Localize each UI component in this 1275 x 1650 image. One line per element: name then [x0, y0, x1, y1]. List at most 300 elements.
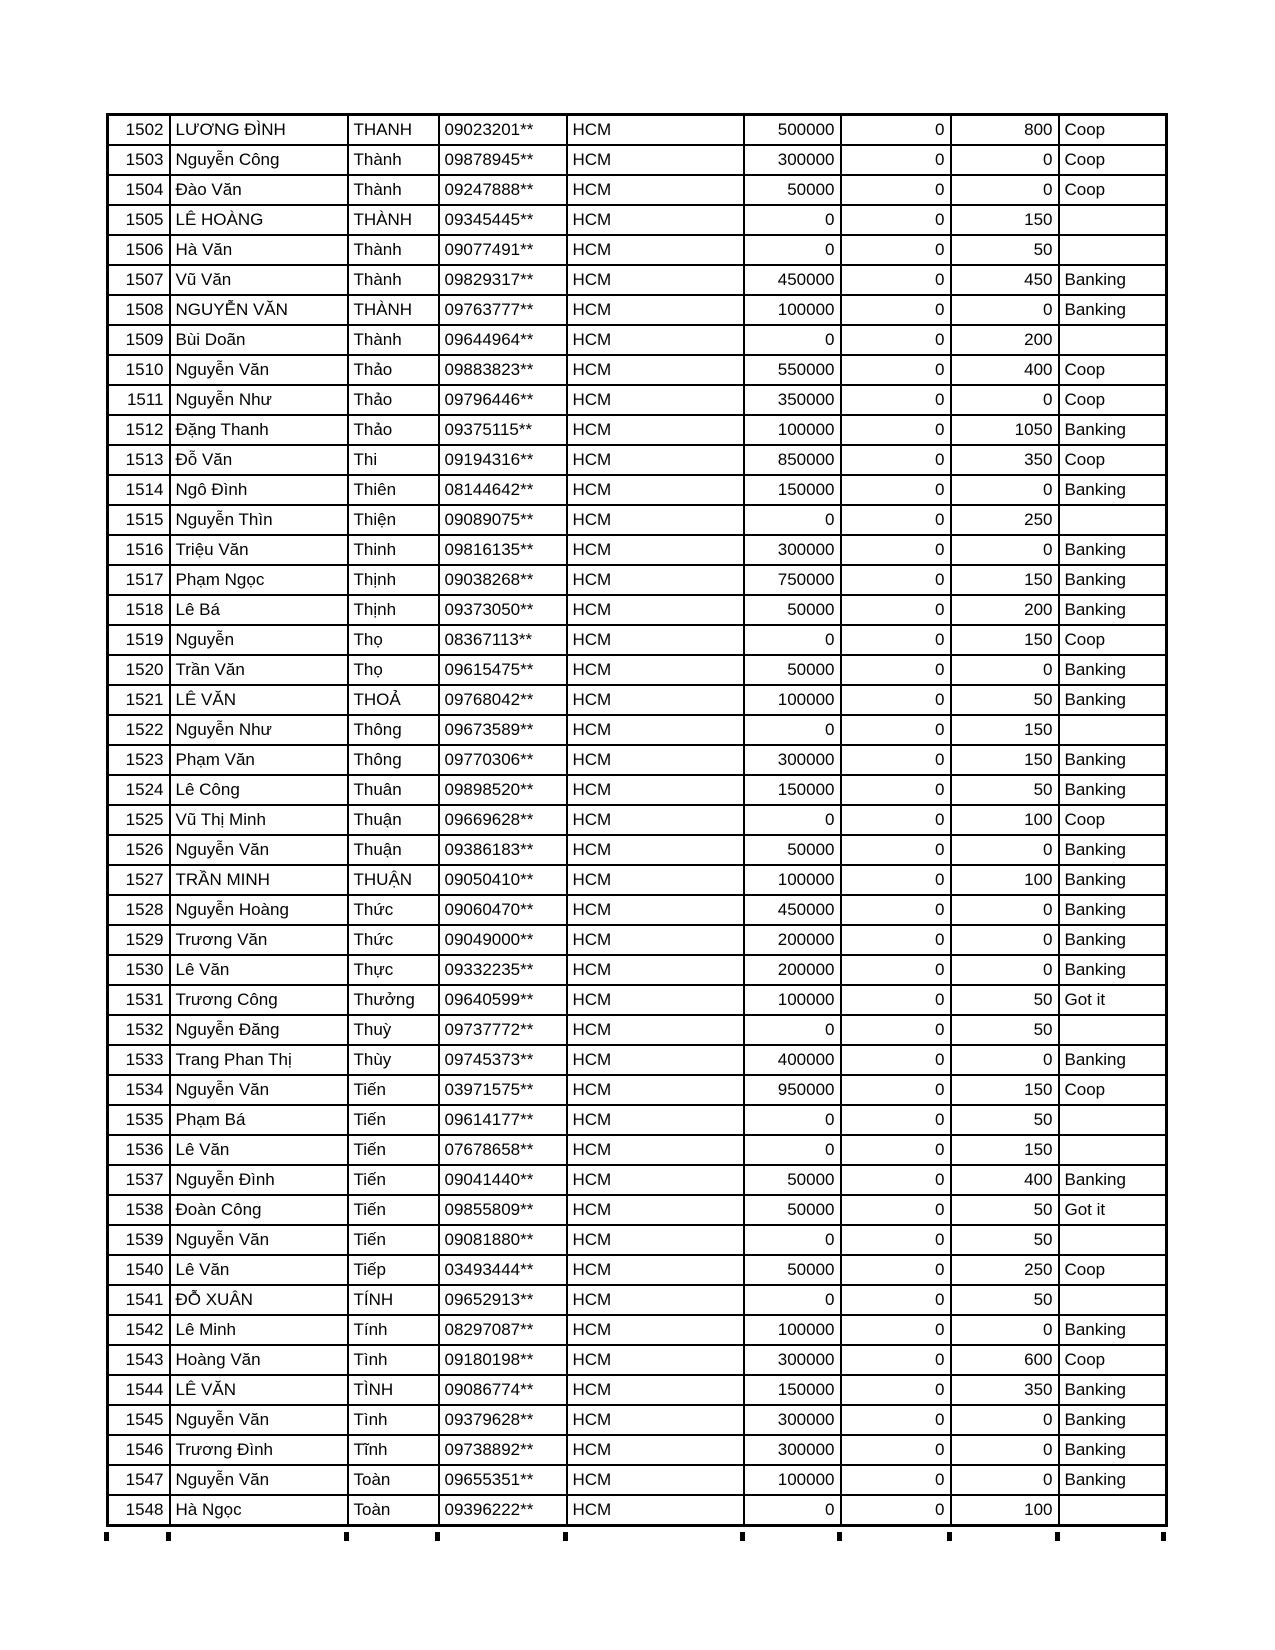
points-value: 50: [951, 1225, 1059, 1255]
city: HCM: [567, 1375, 744, 1405]
row-id: 1522: [108, 715, 170, 745]
zero-value: 0: [841, 205, 951, 235]
table-row: [108, 355, 1167, 385]
zero-value: 0: [841, 1075, 951, 1105]
amount-value: 0: [744, 1495, 841, 1526]
given-names: LÊ VĂN: [170, 1375, 348, 1405]
row-id: 1505: [108, 205, 170, 235]
last-name: Thuân: [348, 775, 439, 805]
row-id: 1539: [108, 1225, 170, 1255]
payment-method: Banking: [1059, 865, 1167, 895]
phone-masked: 09396222**: [439, 1495, 567, 1526]
row-id: 1534: [108, 1075, 170, 1105]
amount-value: 0: [744, 1015, 841, 1045]
payment-method: Banking: [1059, 1465, 1167, 1495]
payment-method: Banking: [1059, 835, 1167, 865]
row-id: 1515: [108, 505, 170, 535]
row-id: 1527: [108, 865, 170, 895]
gridline-stub: [435, 1532, 440, 1541]
payment-method: Banking: [1059, 595, 1167, 625]
given-names: NGUYỄN VĂN: [170, 295, 348, 325]
table-row: [108, 295, 1167, 325]
zero-value: 0: [841, 1285, 951, 1315]
amount-value: 300000: [744, 1405, 841, 1435]
row-id: 1509: [108, 325, 170, 355]
row-id: 1548: [108, 1495, 170, 1526]
last-name: Thông: [348, 715, 439, 745]
zero-value: 0: [841, 115, 951, 146]
table-row: [108, 265, 1167, 295]
given-names: Nguyễn Đình: [170, 1165, 348, 1195]
city: HCM: [567, 445, 744, 475]
last-name: Tính: [348, 1315, 439, 1345]
city: HCM: [567, 475, 744, 505]
table-row: [108, 175, 1167, 205]
given-names: Đào Văn: [170, 175, 348, 205]
points-value: 150: [951, 745, 1059, 775]
row-id: 1506: [108, 235, 170, 265]
row-id: 1511: [108, 385, 170, 415]
payment-method: Banking: [1059, 1375, 1167, 1405]
table-row: [108, 535, 1167, 565]
roster-table: [106, 113, 1168, 1527]
given-names: Vũ Văn: [170, 265, 348, 295]
points-value: 150: [951, 1075, 1059, 1105]
points-value: 50: [951, 775, 1059, 805]
zero-value: 0: [841, 565, 951, 595]
zero-value: 0: [841, 1465, 951, 1495]
points-value: 100: [951, 805, 1059, 835]
given-names: Lê Văn: [170, 955, 348, 985]
given-names: Hà Văn: [170, 235, 348, 265]
phone-masked: 09089075**: [439, 505, 567, 535]
given-names: Nguyễn: [170, 625, 348, 655]
last-name: Thành: [348, 235, 439, 265]
given-names: Vũ Thị Minh: [170, 805, 348, 835]
payment-method: Coop: [1059, 355, 1167, 385]
phone-masked: 03971575**: [439, 1075, 567, 1105]
amount-value: 450000: [744, 895, 841, 925]
amount-value: 0: [744, 505, 841, 535]
points-value: 0: [951, 175, 1059, 205]
city: HCM: [567, 1105, 744, 1135]
amount-value: 750000: [744, 565, 841, 595]
last-name: TÍNH: [348, 1285, 439, 1315]
payment-method: Banking: [1059, 1435, 1167, 1465]
given-names: Lê Minh: [170, 1315, 348, 1345]
given-names: LƯƠNG ĐÌNH: [170, 115, 348, 146]
payment-method: Got it: [1059, 1195, 1167, 1225]
amount-value: 300000: [744, 145, 841, 175]
points-value: 150: [951, 715, 1059, 745]
city: HCM: [567, 205, 744, 235]
row-id: 1545: [108, 1405, 170, 1435]
points-value: 0: [951, 895, 1059, 925]
points-value: 0: [951, 535, 1059, 565]
payment-method: [1059, 325, 1167, 355]
city: HCM: [567, 1045, 744, 1075]
city: HCM: [567, 835, 744, 865]
city: HCM: [567, 655, 744, 685]
given-names: Lê Bá: [170, 595, 348, 625]
table-row: [108, 325, 1167, 355]
last-name: Thành: [348, 325, 439, 355]
points-value: 400: [951, 355, 1059, 385]
payment-method: Coop: [1059, 805, 1167, 835]
payment-method: Got it: [1059, 985, 1167, 1015]
amount-value: 150000: [744, 475, 841, 505]
payment-method: Banking: [1059, 295, 1167, 325]
zero-value: 0: [841, 265, 951, 295]
row-id: 1537: [108, 1165, 170, 1195]
amount-value: 950000: [744, 1075, 841, 1105]
phone-masked: 09738892**: [439, 1435, 567, 1465]
amount-value: 0: [744, 325, 841, 355]
row-id: 1536: [108, 1135, 170, 1165]
amount-value: 0: [744, 1285, 841, 1315]
row-id: 1544: [108, 1375, 170, 1405]
amount-value: 0: [744, 1105, 841, 1135]
last-name: Thuận: [348, 835, 439, 865]
points-value: 150: [951, 565, 1059, 595]
amount-value: 50000: [744, 595, 841, 625]
points-value: 0: [951, 655, 1059, 685]
last-name: Thuận: [348, 805, 439, 835]
amount-value: 150000: [744, 775, 841, 805]
amount-value: 200000: [744, 955, 841, 985]
amount-value: 100000: [744, 685, 841, 715]
city: HCM: [567, 775, 744, 805]
given-names: Nguyễn Đăng: [170, 1015, 348, 1045]
points-value: 0: [951, 295, 1059, 325]
city: HCM: [567, 1435, 744, 1465]
last-name: Thọ: [348, 655, 439, 685]
phone-masked: 09669628**: [439, 805, 567, 835]
table-row: [108, 985, 1167, 1015]
phone-masked: 09883823**: [439, 355, 567, 385]
table-row: [108, 1195, 1167, 1225]
phone-masked: 09077491**: [439, 235, 567, 265]
city: HCM: [567, 1495, 744, 1526]
gridline-stub: [740, 1532, 745, 1541]
zero-value: 0: [841, 505, 951, 535]
last-name: THÀNH: [348, 205, 439, 235]
points-value: 0: [951, 1045, 1059, 1075]
given-names: ĐỖ XUÂN: [170, 1285, 348, 1315]
given-names: Lê Văn: [170, 1255, 348, 1285]
zero-value: 0: [841, 1165, 951, 1195]
phone-masked: 09878945**: [439, 145, 567, 175]
city: HCM: [567, 925, 744, 955]
points-value: 0: [951, 1435, 1059, 1465]
payment-method: Coop: [1059, 1075, 1167, 1105]
zero-value: 0: [841, 685, 951, 715]
city: HCM: [567, 985, 744, 1015]
given-names: Trương Công: [170, 985, 348, 1015]
table-row: [108, 595, 1167, 625]
amount-value: 150000: [744, 1375, 841, 1405]
given-names: Trang Phan Thị: [170, 1045, 348, 1075]
city: HCM: [567, 355, 744, 385]
last-name: TÌNH: [348, 1375, 439, 1405]
row-id: 1524: [108, 775, 170, 805]
points-value: 400: [951, 1165, 1059, 1195]
payment-method: Banking: [1059, 655, 1167, 685]
last-name: Tiến: [348, 1165, 439, 1195]
zero-value: 0: [841, 1105, 951, 1135]
given-names: Nguyễn Hoàng: [170, 895, 348, 925]
table-row: [108, 865, 1167, 895]
phone-masked: 08144642**: [439, 475, 567, 505]
payment-method: Banking: [1059, 745, 1167, 775]
row-id: 1519: [108, 625, 170, 655]
points-value: 0: [951, 1315, 1059, 1345]
last-name: Tiến: [348, 1135, 439, 1165]
payment-method: Banking: [1059, 925, 1167, 955]
row-id: 1503: [108, 145, 170, 175]
points-value: 800: [951, 115, 1059, 146]
payment-method: [1059, 235, 1167, 265]
phone-masked: 09060470**: [439, 895, 567, 925]
row-id: 1518: [108, 595, 170, 625]
amount-value: 0: [744, 715, 841, 745]
gridline-stub: [1161, 1532, 1166, 1541]
table-row: [108, 1135, 1167, 1165]
city: HCM: [567, 1315, 744, 1345]
zero-value: 0: [841, 1375, 951, 1405]
given-names: Nguyễn Như: [170, 385, 348, 415]
phone-masked: 03493444**: [439, 1255, 567, 1285]
amount-value: 100000: [744, 1315, 841, 1345]
payment-method: Banking: [1059, 265, 1167, 295]
row-id: 1543: [108, 1345, 170, 1375]
amount-value: 50000: [744, 175, 841, 205]
last-name: Thọ: [348, 625, 439, 655]
phone-masked: 09180198**: [439, 1345, 567, 1375]
gridline-stub: [947, 1532, 952, 1541]
amount-value: 300000: [744, 745, 841, 775]
phone-masked: 09247888**: [439, 175, 567, 205]
points-value: 250: [951, 505, 1059, 535]
zero-value: 0: [841, 985, 951, 1015]
city: HCM: [567, 955, 744, 985]
row-id: 1513: [108, 445, 170, 475]
last-name: Tiến: [348, 1195, 439, 1225]
row-id: 1529: [108, 925, 170, 955]
city: HCM: [567, 265, 744, 295]
city: HCM: [567, 745, 744, 775]
city: HCM: [567, 1225, 744, 1255]
last-name: Thành: [348, 145, 439, 175]
city: HCM: [567, 1345, 744, 1375]
given-names: Trương Văn: [170, 925, 348, 955]
given-names: Lê Công: [170, 775, 348, 805]
city: HCM: [567, 715, 744, 745]
phone-masked: 09038268**: [439, 565, 567, 595]
zero-value: 0: [841, 475, 951, 505]
phone-masked: 09373050**: [439, 595, 567, 625]
given-names: Nguyễn Thìn: [170, 505, 348, 535]
phone-masked: 09644964**: [439, 325, 567, 355]
phone-masked: 09770306**: [439, 745, 567, 775]
payment-method: Coop: [1059, 445, 1167, 475]
given-names: Phạm Văn: [170, 745, 348, 775]
points-value: 0: [951, 835, 1059, 865]
row-id: 1547: [108, 1465, 170, 1495]
payment-method: Banking: [1059, 955, 1167, 985]
table-row: [108, 565, 1167, 595]
points-value: 150: [951, 205, 1059, 235]
row-id: 1532: [108, 1015, 170, 1045]
amount-value: 0: [744, 625, 841, 655]
payment-method: [1059, 1495, 1167, 1526]
amount-value: 100000: [744, 295, 841, 325]
city: HCM: [567, 1135, 744, 1165]
zero-value: 0: [841, 925, 951, 955]
phone-masked: 09379628**: [439, 1405, 567, 1435]
phone-masked: 09673589**: [439, 715, 567, 745]
amount-value: 550000: [744, 355, 841, 385]
gridline-stub: [837, 1532, 842, 1541]
zero-value: 0: [841, 295, 951, 325]
amount-value: 500000: [744, 115, 841, 146]
table-row: [108, 1075, 1167, 1105]
table-row: [108, 895, 1167, 925]
given-names: Nguyễn Công: [170, 145, 348, 175]
amount-value: 850000: [744, 445, 841, 475]
table-row: [108, 1315, 1167, 1345]
table-row: [108, 1375, 1167, 1405]
table-row: [108, 835, 1167, 865]
given-names: Trần Văn: [170, 655, 348, 685]
city: HCM: [567, 1465, 744, 1495]
table-row: [108, 1015, 1167, 1045]
last-name: Thinh: [348, 535, 439, 565]
points-value: 350: [951, 1375, 1059, 1405]
row-id: 1521: [108, 685, 170, 715]
last-name: Toàn: [348, 1465, 439, 1495]
zero-value: 0: [841, 1135, 951, 1165]
phone-masked: 09614177**: [439, 1105, 567, 1135]
last-name: Tiến: [348, 1075, 439, 1105]
amount-value: 100000: [744, 1465, 841, 1495]
payment-method: Coop: [1059, 1255, 1167, 1285]
zero-value: 0: [841, 1315, 951, 1345]
last-name: Tiến: [348, 1225, 439, 1255]
table-row: [108, 955, 1167, 985]
given-names: Hà Ngọc: [170, 1495, 348, 1526]
row-id: 1520: [108, 655, 170, 685]
phone-masked: 07678658**: [439, 1135, 567, 1165]
amount-value: 300000: [744, 1435, 841, 1465]
payment-method: Banking: [1059, 475, 1167, 505]
row-id: 1530: [108, 955, 170, 985]
payment-method: Coop: [1059, 175, 1167, 205]
table-row: [108, 1435, 1167, 1465]
row-id: 1516: [108, 535, 170, 565]
row-id: 1541: [108, 1285, 170, 1315]
table-row: [108, 1255, 1167, 1285]
amount-value: 50000: [744, 655, 841, 685]
points-value: 100: [951, 865, 1059, 895]
payment-method: Banking: [1059, 895, 1167, 925]
given-names: Phạm Bá: [170, 1105, 348, 1135]
amount-value: 350000: [744, 385, 841, 415]
city: HCM: [567, 865, 744, 895]
payment-method: Coop: [1059, 385, 1167, 415]
payment-method: Banking: [1059, 685, 1167, 715]
row-id: 1507: [108, 265, 170, 295]
phone-masked: 09332235**: [439, 955, 567, 985]
given-names: Bùi Doãn: [170, 325, 348, 355]
payment-method: [1059, 715, 1167, 745]
table-row: [108, 1225, 1167, 1255]
last-name: THUẬN: [348, 865, 439, 895]
city: HCM: [567, 685, 744, 715]
zero-value: 0: [841, 1495, 951, 1526]
phone-masked: 09386183**: [439, 835, 567, 865]
phone-masked: 09655351**: [439, 1465, 567, 1495]
city: HCM: [567, 505, 744, 535]
amount-value: 0: [744, 1225, 841, 1255]
table-row: [108, 715, 1167, 745]
row-id: 1502: [108, 115, 170, 146]
gridline-stub: [166, 1532, 171, 1541]
gridline-stub: [1055, 1532, 1060, 1541]
city: HCM: [567, 1165, 744, 1195]
row-id: 1510: [108, 355, 170, 385]
zero-value: 0: [841, 325, 951, 355]
amount-value: 50000: [744, 1165, 841, 1195]
payment-method: Banking: [1059, 1045, 1167, 1075]
points-value: 200: [951, 325, 1059, 355]
zero-value: 0: [841, 1435, 951, 1465]
payment-method: Banking: [1059, 1315, 1167, 1345]
table-row: [108, 745, 1167, 775]
table-row: [108, 625, 1167, 655]
last-name: THÀNH: [348, 295, 439, 325]
last-name: Tình: [348, 1345, 439, 1375]
points-value: 0: [951, 1405, 1059, 1435]
city: HCM: [567, 565, 744, 595]
last-name: Thi: [348, 445, 439, 475]
points-value: 150: [951, 1135, 1059, 1165]
zero-value: 0: [841, 895, 951, 925]
points-value: 200: [951, 595, 1059, 625]
amount-value: 300000: [744, 1345, 841, 1375]
phone-masked: 09375115**: [439, 415, 567, 445]
zero-value: 0: [841, 805, 951, 835]
points-value: 50: [951, 1195, 1059, 1225]
row-id: 1525: [108, 805, 170, 835]
points-value: 50: [951, 985, 1059, 1015]
last-name: Tình: [348, 1405, 439, 1435]
last-name: Thùy: [348, 1045, 439, 1075]
row-id: 1508: [108, 295, 170, 325]
points-value: 0: [951, 385, 1059, 415]
payment-method: Banking: [1059, 565, 1167, 595]
points-value: 1050: [951, 415, 1059, 445]
last-name: Thảo: [348, 355, 439, 385]
payment-method: [1059, 1225, 1167, 1255]
table-row: [108, 655, 1167, 685]
payment-method: Banking: [1059, 775, 1167, 805]
phone-masked: 09050410**: [439, 865, 567, 895]
payment-method: Banking: [1059, 415, 1167, 445]
phone-masked: 09049000**: [439, 925, 567, 955]
given-names: Triệu Văn: [170, 535, 348, 565]
city: HCM: [567, 1285, 744, 1315]
